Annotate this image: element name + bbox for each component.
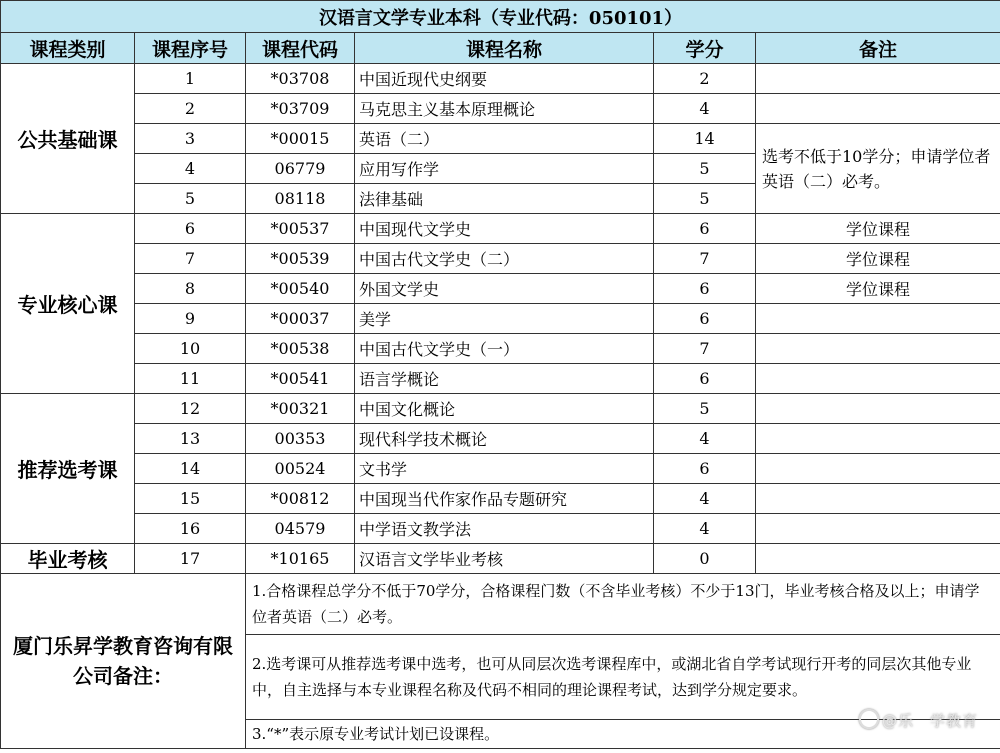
- course-seq: 5: [135, 184, 246, 214]
- course-code: 06779: [246, 154, 355, 184]
- course-credit: 7: [654, 334, 756, 364]
- course-seq: 7: [135, 244, 246, 274]
- header-code: 课程代码: [246, 33, 355, 64]
- course-credit: 2: [654, 64, 756, 94]
- table-row: [1, 124, 1000, 154]
- course-note: [756, 484, 1000, 514]
- course-seq: 2: [135, 94, 246, 124]
- course-seq: 14: [135, 454, 246, 484]
- table-row: [1, 214, 1000, 244]
- footnote-1: 1.合格课程总学分不低于70学分，合格课程门数（不含毕业考核）不少于13门，毕业考核合格及以上；申请学位者英语（二）必考。: [246, 574, 1000, 635]
- course-note: [756, 454, 1000, 484]
- course-code: *00541: [246, 364, 355, 394]
- course-name: 应用写作学: [355, 154, 654, 184]
- course-credit: 6: [654, 364, 756, 394]
- table-row: [1, 364, 1000, 394]
- header-name: 课程名称: [355, 33, 654, 64]
- course-code: 00353: [246, 424, 355, 454]
- course-note-empty: [756, 94, 1000, 124]
- footnote-2: 2.选考课可从推荐选考课中选考，也可从同层次选考课程库中，或湖北省自学考试现行开考的同层次其他专业中，自主选择与本专业课程名称及代码不相同的理论课程考试，达到学分规定要求。: [246, 635, 1000, 720]
- course-note: [756, 304, 1000, 334]
- course-code: *03709: [246, 94, 355, 124]
- course-name: 中国古代文学史（一）: [355, 334, 654, 364]
- course-seq: 9: [135, 304, 246, 334]
- table-row: [1, 334, 1000, 364]
- table-row: [1, 394, 1000, 424]
- course-credit: 4: [654, 514, 756, 544]
- company-note-label: 厦门乐昇学教育咨询有限公司备注：: [1, 574, 246, 749]
- course-credit: 4: [654, 484, 756, 514]
- course-note: 学位课程: [756, 244, 1000, 274]
- course-name: 外国文学史: [355, 274, 654, 304]
- course-note: [756, 394, 1000, 424]
- course-seq: 10: [135, 334, 246, 364]
- course-code: 08118: [246, 184, 355, 214]
- course-name: 马克思主义基本原理概论: [355, 94, 654, 124]
- course-code: *00321: [246, 394, 355, 424]
- course-code: 04579: [246, 514, 355, 544]
- course-name: 汉语言文学毕业考核: [355, 544, 654, 574]
- course-seq: 1: [135, 64, 246, 94]
- course-seq: 11: [135, 364, 246, 394]
- course-credit: 6: [654, 214, 756, 244]
- course-name: 现代科学技术概论: [355, 424, 654, 454]
- course-credit: 5: [654, 394, 756, 424]
- category-public: 公共基础课: [1, 64, 135, 214]
- category-core: 专业核心课: [1, 214, 135, 394]
- course-seq: 8: [135, 274, 246, 304]
- course-credit: 6: [654, 274, 756, 304]
- course-code: *00537: [246, 214, 355, 244]
- table-row: [1, 544, 1000, 574]
- table-title: 汉语言文学专业本科（专业代码：050101）: [1, 1, 1000, 33]
- course-seq: 13: [135, 424, 246, 454]
- course-note: [756, 364, 1000, 394]
- course-credit: 5: [654, 184, 756, 214]
- course-seq: 4: [135, 154, 246, 184]
- course-note: [756, 424, 1000, 454]
- table-row: [1, 424, 1000, 454]
- course-code: *00812: [246, 484, 355, 514]
- category-recommended: 推荐选考课: [1, 394, 135, 544]
- course-seq: 6: [135, 214, 246, 244]
- table-row: [1, 304, 1000, 334]
- header-note: 备注: [756, 33, 1000, 64]
- course-code: *00540: [246, 274, 355, 304]
- header-credit: 学分: [654, 33, 756, 64]
- course-seq: 16: [135, 514, 246, 544]
- course-seq: 15: [135, 484, 246, 514]
- course-code: *00539: [246, 244, 355, 274]
- table-row: [1, 274, 1000, 304]
- course-name: 英语（二）: [355, 124, 654, 154]
- course-name: 中国文化概论: [355, 394, 654, 424]
- course-code: *00015: [246, 124, 355, 154]
- course-credit: 0: [654, 544, 756, 574]
- course-name: 法律基础: [355, 184, 654, 214]
- watermark: [859, 709, 978, 731]
- course-credit: 5: [654, 154, 756, 184]
- course-credit: 6: [654, 304, 756, 334]
- course-code: *03708: [246, 64, 355, 94]
- course-note: [756, 514, 1000, 544]
- table-row: [1, 484, 1000, 514]
- course-note: [756, 544, 1000, 574]
- course-note: 学位课程: [756, 214, 1000, 244]
- course-note: [756, 334, 1000, 364]
- category-graduation: 毕业考核: [1, 544, 135, 574]
- course-code: *00538: [246, 334, 355, 364]
- course-credit: 14: [654, 124, 756, 154]
- course-name: 美学: [355, 304, 654, 334]
- course-name: 中国现当代作家作品专题研究: [355, 484, 654, 514]
- footnote-3: 3.“*”表示原专业考试计划已设课程。: [246, 720, 1000, 749]
- table-row: [1, 244, 1000, 274]
- course-credit: 7: [654, 244, 756, 274]
- course-code: *00037: [246, 304, 355, 334]
- course-note-empty: [756, 64, 1000, 94]
- course-credit: 4: [654, 94, 756, 124]
- table-row: [1, 94, 1000, 124]
- course-seq: 3: [135, 124, 246, 154]
- header-category: 课程类别: [1, 33, 135, 64]
- table-row: [1, 514, 1000, 544]
- course-seq: 17: [135, 544, 246, 574]
- course-note: 学位课程: [756, 274, 1000, 304]
- course-credit: 4: [654, 424, 756, 454]
- course-name: 中国现代文学史: [355, 214, 654, 244]
- course-credit: 6: [654, 454, 756, 484]
- course-seq: 12: [135, 394, 246, 424]
- table-row: [1, 64, 1000, 94]
- watermark-text: @乐 学教育: [881, 712, 978, 730]
- course-code: 00524: [246, 454, 355, 484]
- header-row: [1, 33, 1000, 64]
- course-name: 中学语文教学法: [355, 514, 654, 544]
- course-name: 文书学: [355, 454, 654, 484]
- public-note: 选考不低于10学分；申请学位者英语（二）必考。: [756, 124, 1000, 214]
- platform-logo-icon: [859, 709, 879, 729]
- course-code: *10165: [246, 544, 355, 574]
- table-row: [1, 454, 1000, 484]
- course-name: 中国古代文学史（二）: [355, 244, 654, 274]
- header-seq: 课程序号: [135, 33, 246, 64]
- course-name: 中国近现代史纲要: [355, 64, 654, 94]
- course-name: 语言学概论: [355, 364, 654, 394]
